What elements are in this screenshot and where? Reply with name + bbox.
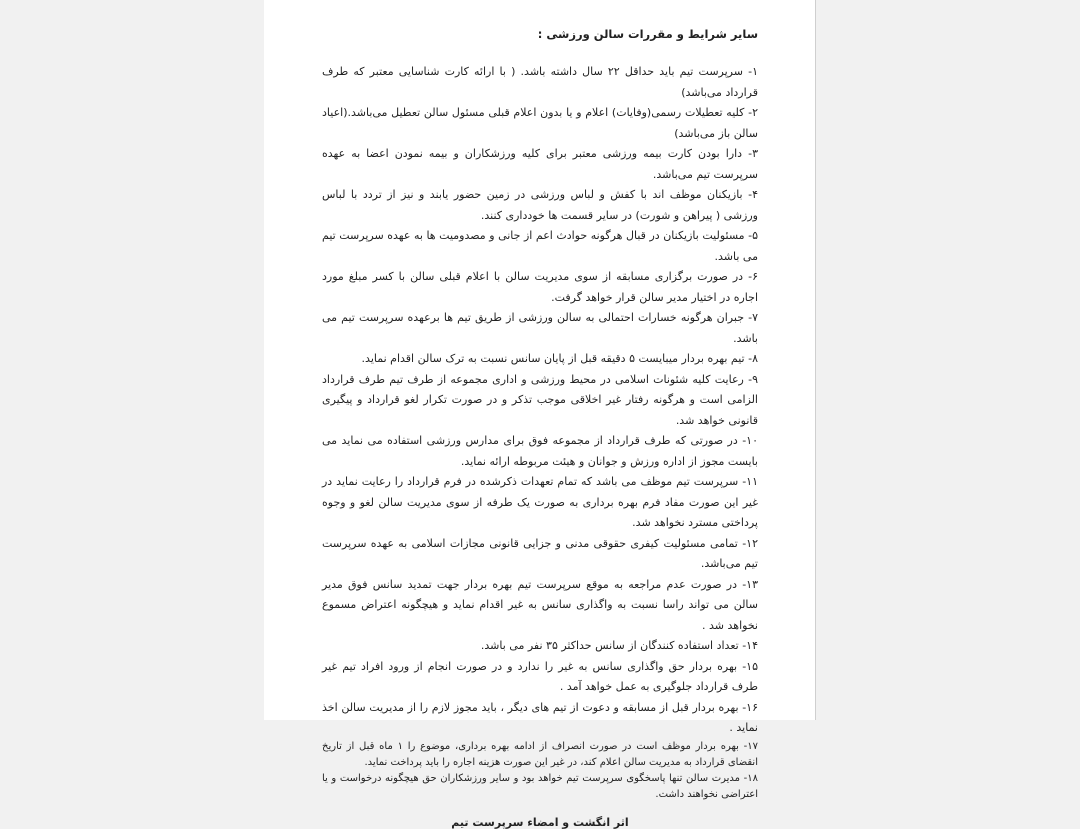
clause-list <box>322 62 758 803</box>
clause-10: ۱۰- در صورتی که طرف قرارداد از مجموعه فوق برای مدارس ورزشی استفاده می نماید می بایست مجوز از اداره ورزش و جوانان و هیئت مربوطه ارائه نماید. <box>322 434 758 468</box>
clause-6: ۶- در صورت برگزاری مسابقه از سوی مدیریت سالن با اعلام قبلی سالن با کسر مبلغ مورد اجاره در اختیار مدیر سالن قرار خواهد گرفت. <box>322 270 758 304</box>
clause-13: ۱۳- در صورت عدم مراجعه به موقع سرپرست تیم بهره بردار جهت تمدید سانس فوق مدیر سالن می تواند راسا نسبت به واگذاری سانس به غیر اقدام نماید و هیچگونه اعتراض مسموع نخواهد شد . <box>322 577 758 632</box>
clause-7: ۷- جبران هرگونه خسارات احتمالی به سالن ورزشی از طریق تیم ها برعهده سرپرست تیم می باشد. <box>322 311 758 345</box>
clause-15: ۱۵- بهره بردار حق واگذاری سانس به غیر را ندارد و در صورت انجام از ورود افراد تیم غیر طرف قرارداد جلوگیری به عمل خواهد آمد . <box>322 659 758 693</box>
clause-8: ۸- تیم بهره بردار میبایست ۵ دقیقه قبل از پایان سانس نسبت به ترک سالن اقدام نماید. <box>361 352 758 365</box>
clause-11: ۱۱- سرپرست تیم موظف می باشد که تمام تعهدات ذکرشده در فرم قرارداد را رعایت نماید در غیر این صورت مفاد فرم بهره برداری به صورت یک طرفه از سوی مدیریت سالن لغو و وجوه پرداختی مسترد نخواهد شد. <box>322 475 758 529</box>
clause-9: ۹- رعایت کلیه شئونات اسلامی در محیط ورزشی و اداری مجموعه از طرف تیم طرف قرارداد الزامی است و هرگونه رفتار غیر اخلاقی موجب تذکر و در صورت تکرار لغو قرارداد و پیگیری قانونی خواهد شد. <box>322 372 758 427</box>
clause-3: ۳- دارا بودن کارت بیمه ورزشی معتبر برای کلیه ورزشکاران و بیمه نمودن اعضا به عهده سرپرست تیم می‌باشد. <box>322 147 758 181</box>
clause-17: ۱۷- بهره بردار موظف است در صورت انصراف از ادامه بهره برداری، موضوع را ۱ ماه قبل از تاریخ انقضای قرارداد به مدیریت سالن اعلام کند، در غیر این صورت هزینه اجاره را باید پرداخت نماید. <box>322 740 758 768</box>
clause-2: ۲- کلیه تعطیلات رسمی(وفایات) اعلام و یا بدون اعلام قبلی مسئول سالن تعطیل می‌باشد.(اعیاد سالن باز می‌باشد) <box>322 106 758 140</box>
document-content <box>322 24 758 829</box>
clause-14: ۱۴- تعداد استفاده کنندگان از سانس حداکثر ۳۵ نفر می باشد. <box>480 639 758 652</box>
clause-18: ۱۸- مدیرت سالن تنها پاسخگوی سرپرست تیم خواهد بود و سایر ورزشکاران حق هیچگونه درخواست و یا اعتراضی نخواهند داشت. <box>322 772 758 800</box>
signature-label: اثر انگشت و امضاء سرپرست تیم <box>451 815 629 829</box>
clause-4: ۴- بازیکنان موظف اند با کفش و لباس ورزشی در زمین حضور یابند و نیز از تردد با لباس ورزشی ( پیراهن و شورت) در سایر قسمت ها خودداری کنند. <box>322 188 758 222</box>
clause-1: ۱- سرپرست تیم باید حداقل ۲۲ سال داشته باشد. ( با ارائه کارت شناسایی معتبر که طرف قرارداد می‌باشد) <box>322 65 759 99</box>
document-title: سایر شرایط و مقررات سالن ورزشی : <box>537 27 758 41</box>
clause-12: ۱۲- تمامی مسئولیت کیفری حقوقی مدنی و جزایی قانونی مجازات اسلامی به عهده سرپرست تیم می‌باشد. <box>322 536 758 570</box>
document-page <box>264 0 816 829</box>
clause-5: ۵- مسئولیت بازیکنان در قبال هرگونه حوادث اعم از جانی و مصدومیت ها به عهده سرپرست تیم می باشد. <box>322 229 758 263</box>
clause-16: ۱۶- بهره بردار قبل از مسابقه و دعوت از تیم های دیگر ، باید مجوز لازم را از مدیریت سالن اخذ نماید . <box>322 700 758 734</box>
